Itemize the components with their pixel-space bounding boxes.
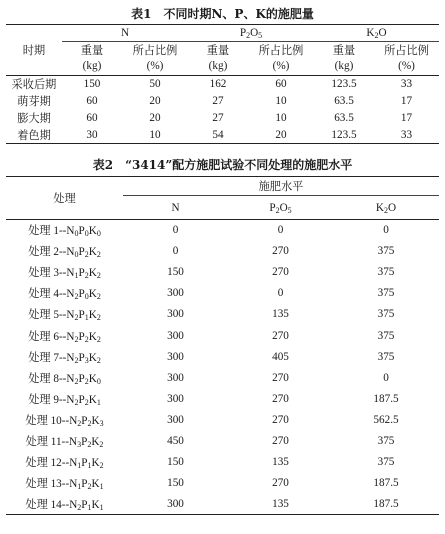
table-row	[6, 473, 439, 494]
value-cell: 33	[374, 127, 439, 144]
level-cell: 187.5	[373, 477, 399, 490]
value-cell: 10	[275, 112, 287, 124]
table-row	[6, 127, 439, 144]
col-header-n: N	[123, 196, 228, 220]
value-cell: 60	[86, 112, 98, 124]
level-cell: 375	[377, 456, 395, 469]
treatment-cell: 处理 $8--N_2P_2K_0$	[28, 372, 101, 386]
value-cell: 123.5	[314, 127, 374, 144]
level-cell: 135	[272, 308, 289, 321]
table-row	[6, 304, 439, 325]
level-cell: 270	[272, 371, 289, 384]
level-cell: 300	[167, 371, 184, 384]
period-cell: 膨大期	[17, 113, 51, 125]
level-cell: 562.5	[373, 413, 399, 426]
subheader-cell: 重量 (kg)	[62, 42, 122, 76]
col-header-p2o5: $P_2O_5$	[228, 196, 333, 220]
subheader-cell: 重量 (kg)	[188, 42, 248, 76]
level-cell: 135	[228, 494, 333, 515]
value-cell: 33	[400, 78, 413, 91]
level-cell: 300	[167, 413, 184, 426]
value-cell: 10	[122, 127, 188, 144]
group-n-header: N	[62, 25, 188, 42]
table-row	[6, 76, 439, 93]
table-row	[6, 388, 439, 409]
table-row	[6, 430, 439, 451]
level-cell: 300	[167, 329, 184, 342]
subheader-cell: 所占比例 (%)	[122, 42, 188, 76]
group-k-header: $K_2O$	[314, 25, 439, 42]
level-cell: 300	[167, 350, 184, 363]
value-cell: 60	[86, 95, 98, 107]
table-row	[6, 110, 439, 127]
table-row	[6, 283, 439, 304]
value-cell: 17	[400, 95, 413, 107]
treatment-cell: 处理 $6--N_2P_2K_2$	[28, 330, 101, 344]
table-row	[6, 262, 439, 283]
level-cell: 450	[167, 434, 184, 447]
table-row	[6, 325, 439, 346]
period-cell: 采收后期	[11, 79, 57, 92]
value-cell: 50	[149, 78, 161, 91]
table-row	[6, 452, 439, 473]
level-cell: 300	[167, 392, 184, 405]
value-cell: 27	[212, 112, 224, 124]
treatment-cell: 处理 $1--N_0P_0K_0$	[28, 225, 101, 239]
level-cell: 270	[272, 434, 289, 447]
level-cell: 270	[272, 392, 289, 405]
level-cell: 0	[383, 371, 389, 384]
value-cell: 10	[275, 95, 287, 107]
treatment-cell: 处理 $2--N_0P_2K_2$	[28, 246, 101, 260]
value-cell: 20	[149, 112, 161, 124]
table1	[6, 24, 439, 144]
treatment-cell: 处理 $11--N_3P_2K_2$	[25, 435, 104, 449]
treatment-cell: 处理 $7--N_2P_3K_2$	[28, 351, 101, 365]
value-cell: 123.5	[331, 78, 357, 91]
level-cell: 0	[277, 287, 284, 300]
value-cell: 150	[83, 78, 101, 91]
value-cell: 54	[188, 127, 248, 144]
period-header: 时期	[6, 25, 62, 76]
treatment-cell: 处理 $9--N_2P_2K_1$	[28, 393, 101, 407]
value-cell: 63.5	[334, 95, 354, 107]
table-row	[6, 346, 439, 367]
treatment-header: 处理	[6, 177, 123, 220]
treatment-cell: 处理 $5--N_2P_1K_2$	[28, 309, 101, 323]
period-cell: 着色期	[6, 127, 62, 144]
level-cell: 300	[123, 494, 228, 515]
level-cell: 150	[167, 456, 184, 469]
level-cell: 0	[383, 224, 389, 237]
period-cell: 萌芽期	[17, 96, 51, 108]
level-cell: 270	[272, 477, 289, 490]
treatment-cell: 处理 $3--N_1P_2K_2$	[28, 267, 101, 281]
level-header: 施肥水平	[123, 177, 439, 196]
level-cell: 0	[277, 224, 284, 237]
level-cell: 375	[377, 350, 395, 363]
level-cell: 270	[272, 245, 289, 258]
table2	[6, 176, 439, 515]
value-cell: 17	[400, 112, 413, 124]
level-cell: 187.5	[373, 392, 399, 405]
level-cell: 300	[167, 308, 184, 321]
treatment-cell: 处理 $14--N_2P_1K_1$	[6, 494, 123, 515]
col-header-k2o: $K_2O$	[333, 196, 439, 220]
value-cell: 60	[275, 78, 287, 91]
level-cell: 0	[172, 245, 179, 258]
level-cell: 135	[272, 456, 289, 469]
level-cell: 270	[272, 413, 289, 426]
level-cell: 375	[377, 434, 395, 447]
table-row	[6, 409, 439, 430]
table-row	[6, 93, 439, 110]
subheader-cell: 所占比例 (%)	[248, 42, 314, 76]
subheader-cell: 所占比例 (%)	[374, 42, 439, 76]
level-cell: 375	[377, 287, 395, 300]
table-row	[6, 367, 439, 388]
level-cell: 375	[377, 308, 395, 321]
value-cell: 27	[212, 95, 224, 107]
table-row	[6, 241, 439, 262]
treatment-cell: 处理 $4--N_2P_0K_2$	[28, 288, 101, 302]
level-cell: 375	[377, 266, 395, 279]
value-cell: 63.5	[334, 112, 354, 124]
level-cell: 300	[167, 287, 184, 300]
treatment-cell: 处理 $13--N_1P_2K_1$	[25, 478, 104, 492]
level-cell: 150	[167, 266, 184, 279]
value-cell: 20	[149, 95, 161, 107]
value-cell: 20	[248, 127, 314, 144]
table2-caption: 表2 “3414”配方施肥试验不同处理的施肥水平	[92, 158, 353, 172]
level-cell: 375	[377, 329, 395, 342]
value-cell: 162	[209, 78, 227, 91]
level-cell: 150	[167, 477, 184, 490]
level-cell: 375	[377, 245, 395, 258]
level-cell: 0	[172, 224, 179, 237]
subheader-cell: 重量 (kg)	[314, 42, 374, 76]
level-cell: 270	[272, 266, 289, 279]
level-cell: 187.5	[333, 494, 439, 515]
treatment-cell: 处理 $12--N_1P_1K_2$	[25, 457, 104, 471]
value-cell: 30	[62, 127, 122, 144]
treatment-cell: 处理 $10--N_2P_2K_3$	[25, 414, 104, 428]
group-p-header: $P_2O_5$	[188, 25, 314, 42]
table-row	[6, 494, 439, 515]
level-cell: 270	[272, 329, 289, 342]
table-row	[6, 220, 439, 241]
table1-caption: 表1 不同时期N、P、K的施肥量	[131, 7, 314, 21]
level-cell: 405	[272, 350, 289, 363]
